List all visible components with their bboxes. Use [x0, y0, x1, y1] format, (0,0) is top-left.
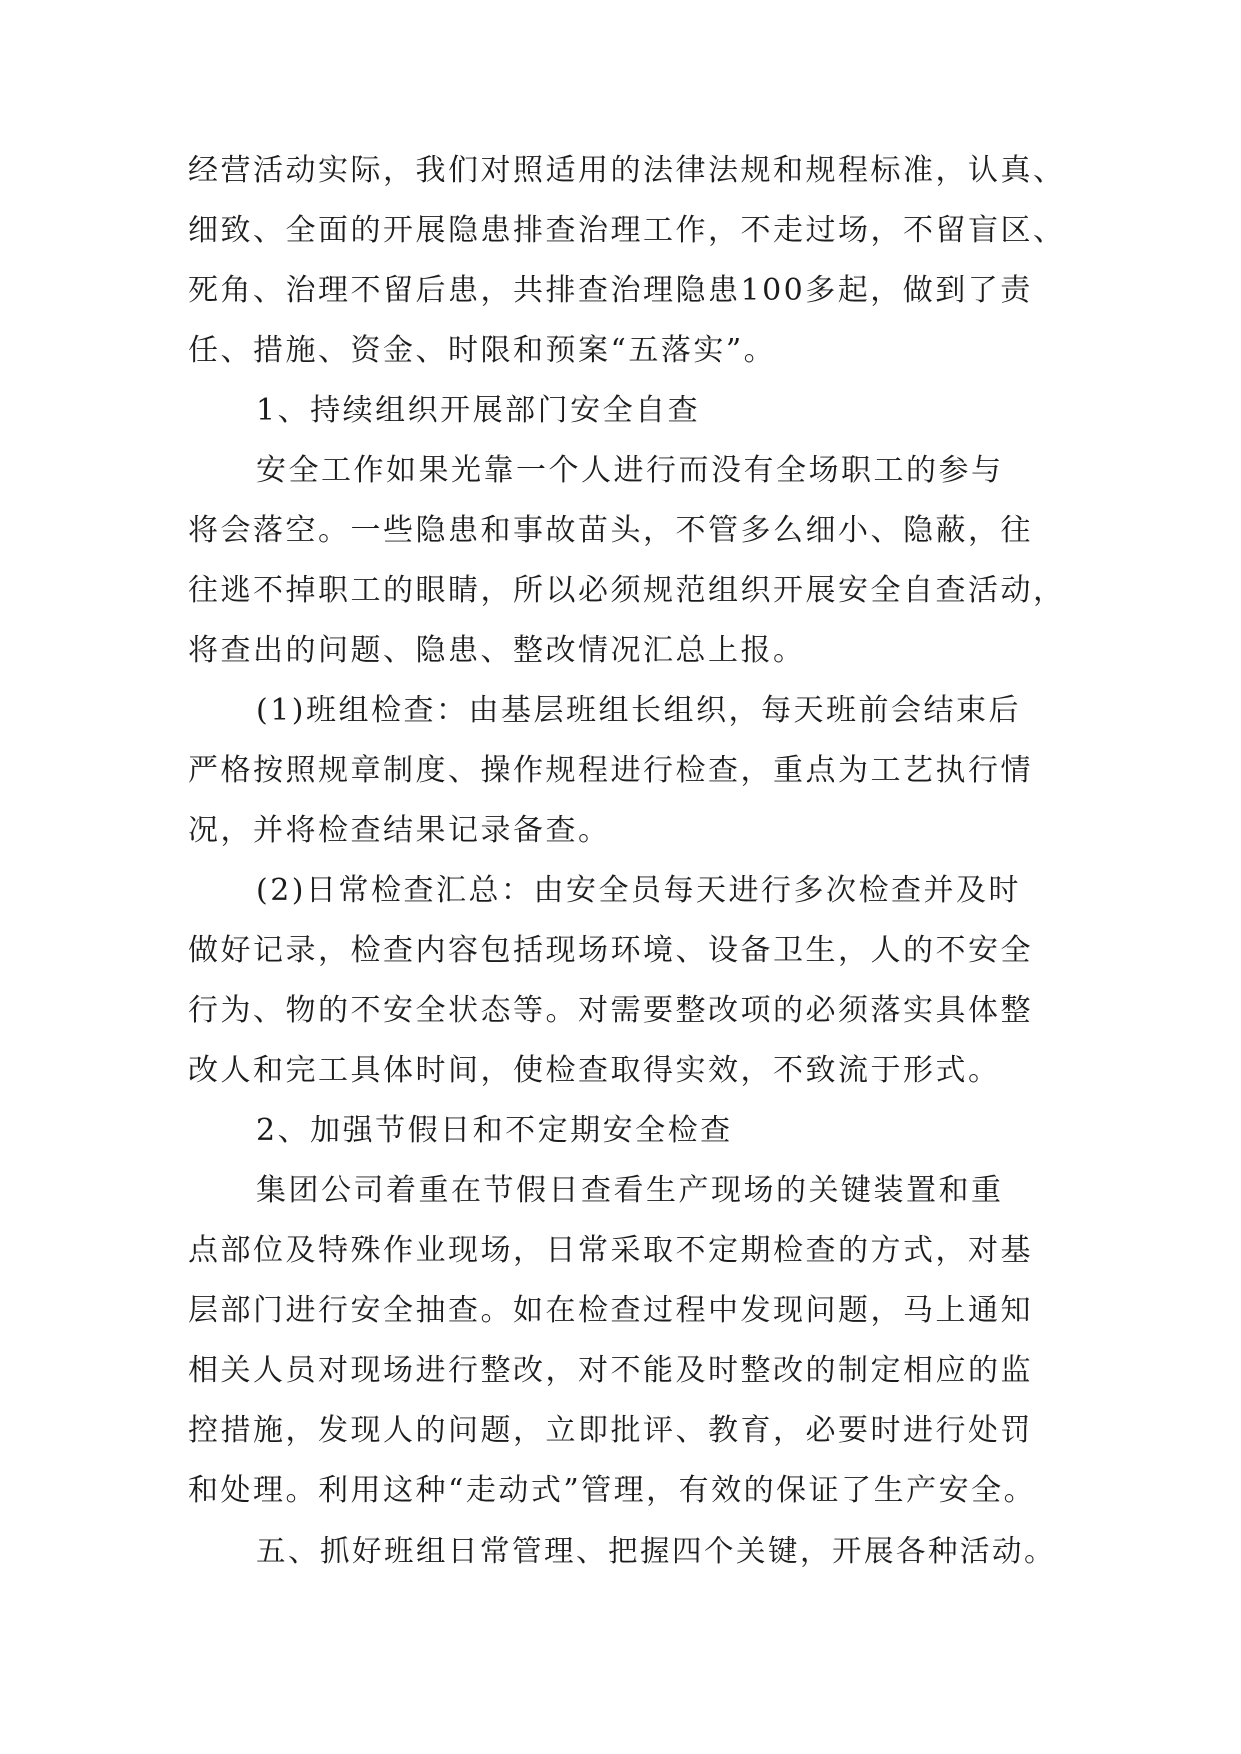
text-line: 况，并将检查结果记录备查。 — [188, 813, 611, 848]
text-line: 点部位及特殊作业现场，日常采取不定期检查的方式，对基 — [188, 1233, 1033, 1268]
text-line: 做好记录，检查内容包括现场环境、设备卫生，人的不安全 — [188, 933, 1033, 968]
text-line: 将查出的问题、隐患、整改情况汇总上报。 — [188, 633, 806, 668]
section-heading: 五、抓好班组日常管理、把握四个关键，开展各种活动。 — [256, 1534, 1057, 1568]
text-line: 任、措施、资金、时限和预案“五落实”。 — [188, 333, 777, 368]
section-heading: 2、加强节假日和不定期安全检查 — [256, 1113, 733, 1148]
text-line: 严格按照规章制度、操作规程进行检查，重点为工艺执行情 — [188, 753, 1033, 788]
text-line: 相关人员对现场进行整改，对不能及时整改的制定相应的监 — [188, 1353, 1033, 1388]
text-line: 和处理。利用这种“走动式”管理，有效的保证了生产安全。 — [188, 1473, 1037, 1508]
text-line: 往逃不掉职工的眼睛，所以必须规范组织开展安全自查活动， — [188, 573, 1066, 608]
text-line: 控措施，发现人的问题，立即批评、教育，必要时进行处罚 — [188, 1413, 1033, 1448]
text-line: 安全工作如果光靠一个人进行而没有全场职工的参与 — [256, 453, 1004, 488]
section-heading: 1、持续组织开展部门安全自查 — [256, 393, 701, 428]
text-line: 经营活动实际，我们对照适用的法律法规和规程标准，认真、 — [188, 153, 1066, 188]
text-line: 层部门进行安全抽查。如在检查过程中发现问题，马上通知 — [188, 1293, 1033, 1328]
text-line: (1)班组检查：由基层班组长组织，每天班前会结束后 — [256, 693, 1021, 728]
text-line: (2)日常检查汇总：由安全员每天进行多次检查并及时 — [256, 873, 1021, 908]
text-line: 死角、治理不留后患，共排查治理隐患100多起，做到了责 — [188, 273, 1033, 308]
text-line: 细致、全面的开展隐患排查治理工作，不走过场，不留盲区、 — [188, 213, 1066, 248]
text-line: 改人和完工具体时间，使检查取得实效，不致流于形式。 — [188, 1053, 1001, 1088]
text-line: 将会落空。一些隐患和事故苗头，不管多么细小、隐蔽，往 — [188, 513, 1033, 548]
text-line: 集团公司着重在节假日查看生产现场的关键装置和重 — [256, 1173, 1004, 1208]
text-line: 行为、物的不安全状态等。对需要整改项的必须落实具体整 — [188, 993, 1033, 1028]
